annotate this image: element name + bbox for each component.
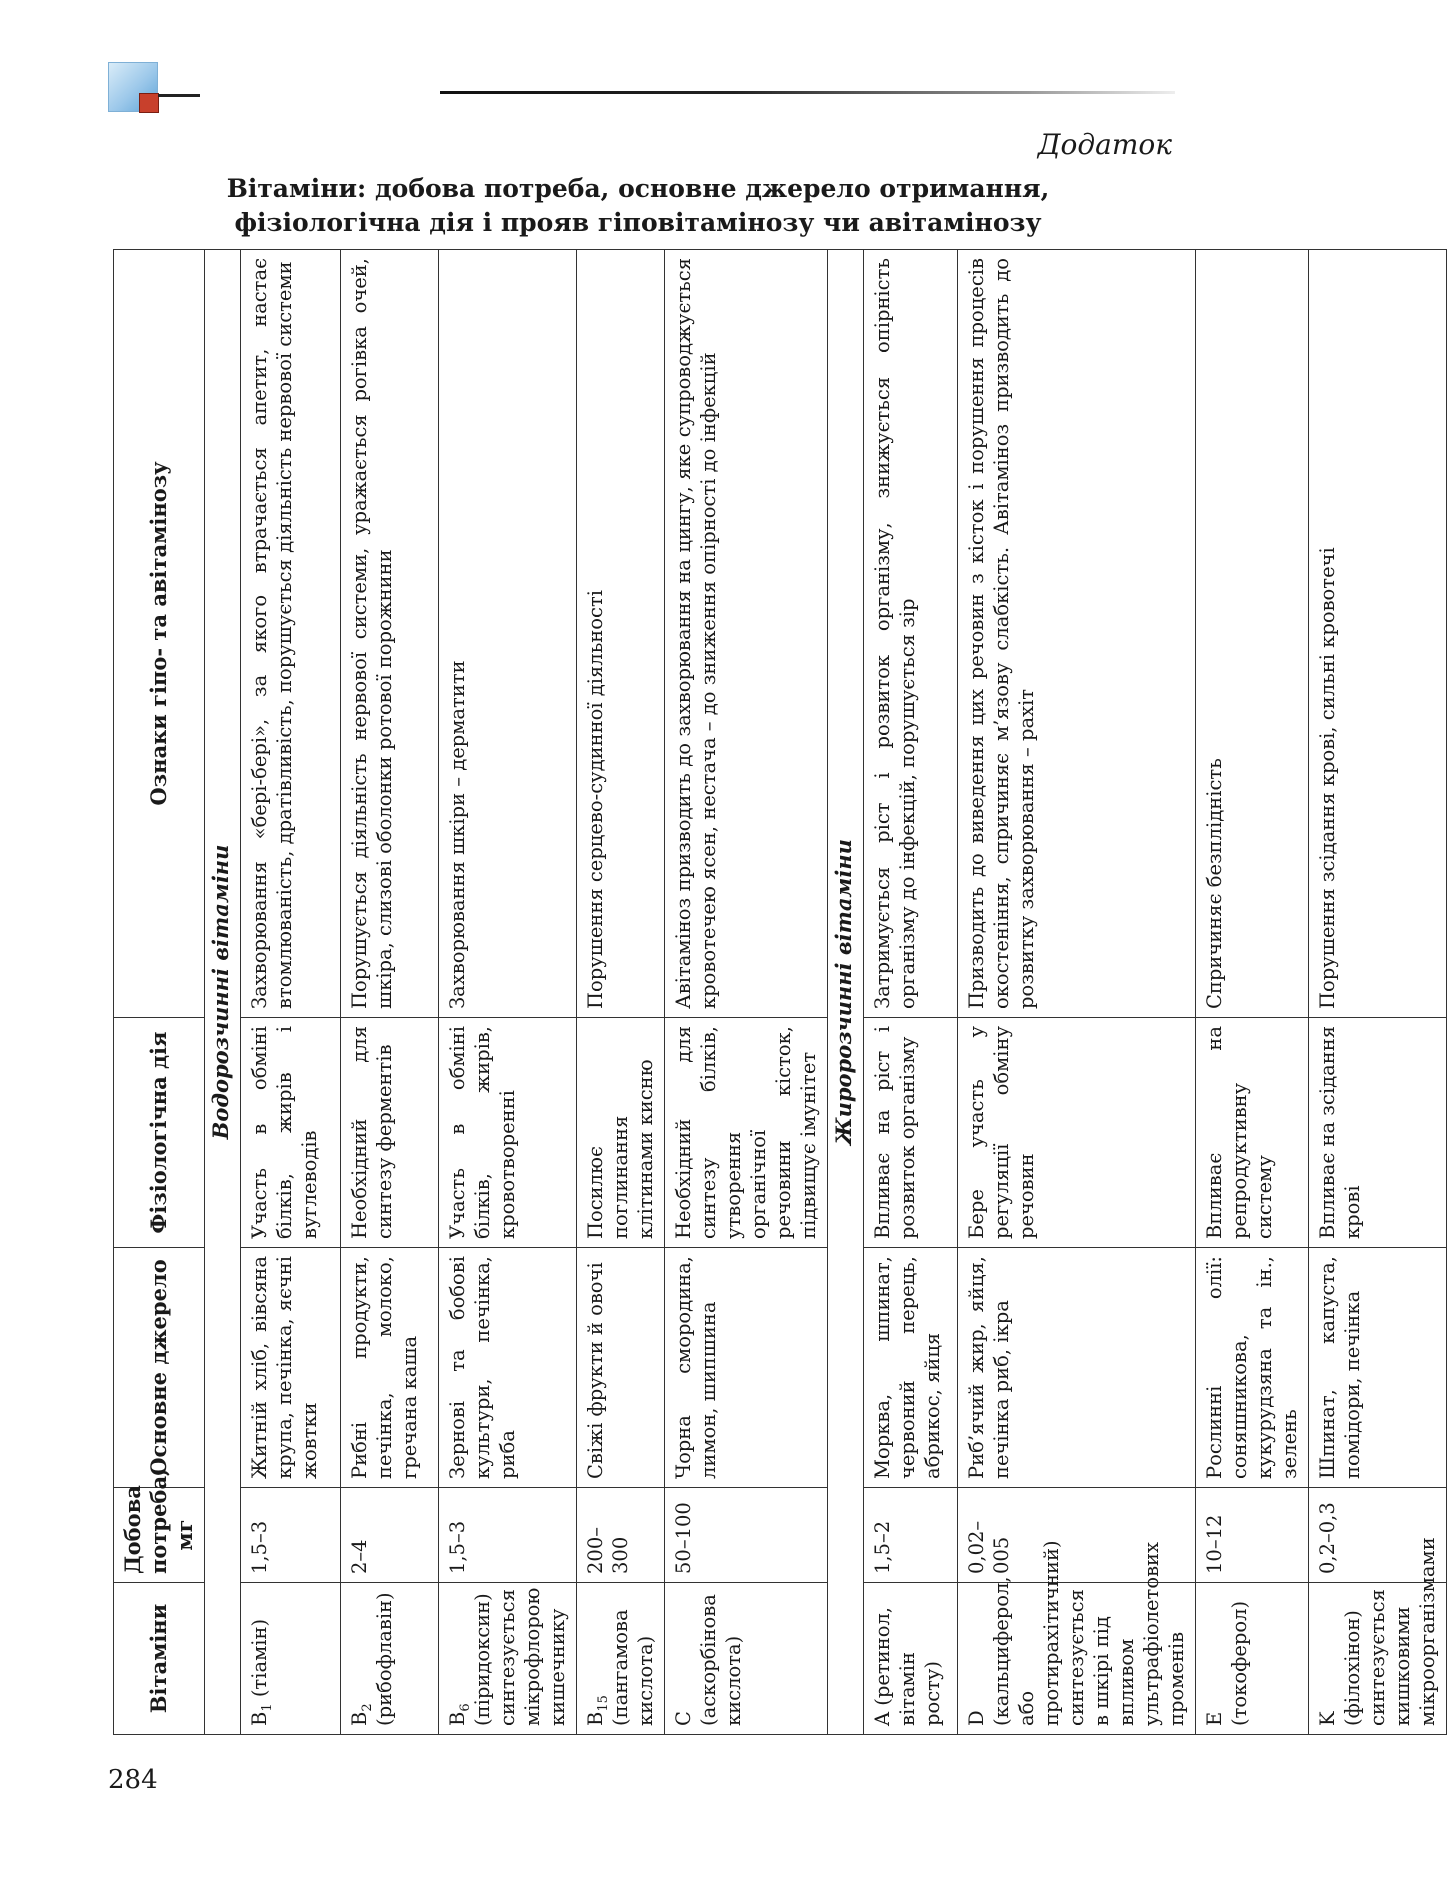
section-row — [828, 250, 864, 1735]
cell-action: Бере участь у регуляції обміну речовин — [958, 1018, 1196, 1248]
vitamin-letter: B — [446, 1711, 469, 1726]
cell-source: Зернові та бобові культури, печінка, риба — [439, 1248, 577, 1488]
page-title — [0, 172, 1276, 240]
table-row — [241, 250, 341, 1735]
cell-vitamin — [439, 1583, 577, 1735]
chapter-logo — [108, 62, 160, 114]
vitamin-subscript: 1 — [259, 1703, 275, 1712]
logo-red-square — [139, 93, 159, 113]
col-header-dose: Добова потреба, мг — [114, 1488, 205, 1583]
cell-source: Чорна смородина, лимон, шипшина — [665, 1248, 828, 1488]
cell-vitamin — [665, 1583, 828, 1735]
cell-source: Морква, шпинат, червоний перець, абрикос, яйця — [864, 1248, 958, 1488]
cell-source: Риб’ячий жир, яйця, печінка риб, ікра — [958, 1248, 1196, 1488]
col-header-vitamins: Вітаміни — [114, 1583, 205, 1735]
cell-action: Необхідний для синтезу білків, утворення органічної речовини кісток, підвищує імунітет — [665, 1018, 828, 1248]
cell-source: Рослинні олії: соняшникова, кукурудзяна та ін., зелень — [1196, 1248, 1309, 1488]
cell-action: Посилює поглинання клітинами кисню — [577, 1018, 665, 1248]
cell-source: Рибні продукти, печінка, молоко, гречана каша — [341, 1248, 439, 1488]
table-row — [1309, 250, 1447, 1735]
vitamin-name: (ретинол, вітамін росту) — [871, 1606, 944, 1726]
col-header-signs: Ознаки гіпо- та авітамінозу — [114, 250, 205, 1018]
vitamin-subscript: 6 — [457, 1703, 473, 1712]
cell-vitamin — [1196, 1583, 1309, 1735]
col-header-source: Основне джерело — [114, 1248, 205, 1488]
section-label: Водорозчинні вітаміни — [205, 250, 241, 1735]
vitamin-name: (філохінон) синтезується кишковими мікроорганізмами — [1341, 1537, 1439, 1726]
cell-dose: 200–300 — [577, 1488, 665, 1583]
vitamins-table-rotated — [113, 250, 1439, 1735]
cell-signs: Затримується ріст і розвиток організму, знижується опірність організму до інфекцій, порушується зір — [864, 250, 958, 1018]
vitamin-letter: E — [1203, 1711, 1226, 1726]
section-label: Жиророзчинні вітаміни — [828, 250, 864, 1735]
cell-signs: Захворювання «бері-бері», за якого втрачається апетит, настає втомлюваність, дратівливість, порушується діяльність нервової системи — [241, 250, 341, 1018]
vitamin-name: (тіамін) — [248, 1618, 271, 1704]
cell-vitamin — [864, 1583, 958, 1735]
cell-source: Свіжі фрукти й овочі — [577, 1248, 665, 1488]
cell-signs: Порушення серцево-судинної діяльності — [577, 250, 665, 1018]
cell-dose: 0,2–0,3 — [1309, 1488, 1447, 1583]
table-row — [958, 250, 1196, 1735]
vitamin-letter: B — [248, 1711, 271, 1726]
vitamin-name: (рибофлавін) — [373, 1592, 396, 1726]
title-line-2: фізіологічна дія і прояв гіповітамінозу чи авітамінозу — [234, 208, 1042, 237]
section-row — [205, 250, 241, 1735]
cell-dose: 10–12 — [1196, 1488, 1309, 1583]
cell-dose: 2–4 — [341, 1488, 439, 1583]
cell-source: Житній хліб, вівсяна крупа, печінка, яєчні жовтки — [241, 1248, 341, 1488]
cell-dose: 0,02–005 — [958, 1488, 1196, 1583]
table-row — [864, 250, 958, 1735]
vitamin-name: (аскорбінова кислота) — [697, 1594, 745, 1726]
cell-dose: 1,5–3 — [241, 1488, 341, 1583]
cell-signs: Авітаміноз призводить до захворювання на цингу, яке супроводжується кровотечею ясен, нестача – до зниження опірності до інфекцій — [665, 250, 828, 1018]
cell-signs: Призводить до виведення цих речовин з кісток і порушення процесів окостеніння, спричиняє м’язову слабкість. Авітаміноз призводить до розвитку захворювання – рахіт — [958, 250, 1196, 1018]
cell-vitamin — [577, 1583, 665, 1735]
col-header-action: Фізіологічна дія — [114, 1018, 205, 1248]
cell-action: Участь в обміні білків, жирів і вуглеводів — [241, 1018, 341, 1248]
vitamin-name: (пангамова кислота) — [609, 1609, 657, 1726]
cell-signs: Порушення зсідання крові, сильні кровотечі — [1309, 250, 1447, 1018]
vitamin-letter: K — [1316, 1711, 1339, 1726]
appendix-label: Додаток — [1037, 128, 1172, 161]
table-row — [577, 250, 665, 1735]
page-number: 284 — [108, 1765, 158, 1795]
cell-signs: Захворювання шкіри – дерматити — [439, 250, 577, 1018]
cell-signs: Порушується діяльність нервової системи, уражається рогівка очей, шкіра, слизові оболонки ротової порожнини — [341, 250, 439, 1018]
cell-action: Впливає на зсідання крові — [1309, 1018, 1447, 1248]
cell-dose: 50–100 — [665, 1488, 828, 1583]
cell-dose: 1,5–2 — [864, 1488, 958, 1583]
vitamin-name: (піридоксин) синтезується мікрофлорою кишечнику — [471, 1587, 569, 1726]
table-row — [1196, 250, 1309, 1735]
cell-signs: Спричиняє безплідність — [1196, 250, 1309, 1018]
vitamin-name: (токоферол) — [1228, 1600, 1251, 1726]
table-row — [341, 250, 439, 1735]
title-line-1: Вітаміни: добова потреба, основне джерело отримання, — [226, 174, 1050, 203]
cell-action: Необхідний для синтезу ферментів — [341, 1018, 439, 1248]
table-header-row — [114, 250, 205, 1735]
vitamin-letter: C — [672, 1711, 695, 1726]
vitamin-letter: D — [965, 1710, 988, 1726]
cell-vitamin — [241, 1583, 341, 1735]
vitamin-subscript: 2 — [359, 1703, 375, 1712]
cell-action: Участь в обміні білків, жирів, кровотворенні — [439, 1018, 577, 1248]
table-row — [665, 250, 828, 1735]
logo-line — [158, 94, 200, 97]
vitamin-letter: B — [584, 1711, 607, 1726]
cell-action: Впливає на ріст і розвиток організму — [864, 1018, 958, 1248]
cell-source: Шпинат, капуста, помідори, печінка — [1309, 1248, 1447, 1488]
vitamin-letter: B — [348, 1711, 371, 1726]
cell-vitamin — [341, 1583, 439, 1735]
table-row — [439, 250, 577, 1735]
vitamin-name: (кальциферол, або протирахітичний) синтезується в шкірі під впливом ультрафіолетових променів — [990, 1540, 1188, 1726]
vitamins-table — [113, 249, 1447, 1735]
header-rule — [440, 91, 1175, 94]
vitamin-letter: A — [871, 1711, 894, 1726]
vitamin-subscript: 15 — [595, 1695, 611, 1712]
cell-action: Впливає на репродуктивну систему — [1196, 1018, 1309, 1248]
cell-dose: 1,5–3 — [439, 1488, 577, 1583]
